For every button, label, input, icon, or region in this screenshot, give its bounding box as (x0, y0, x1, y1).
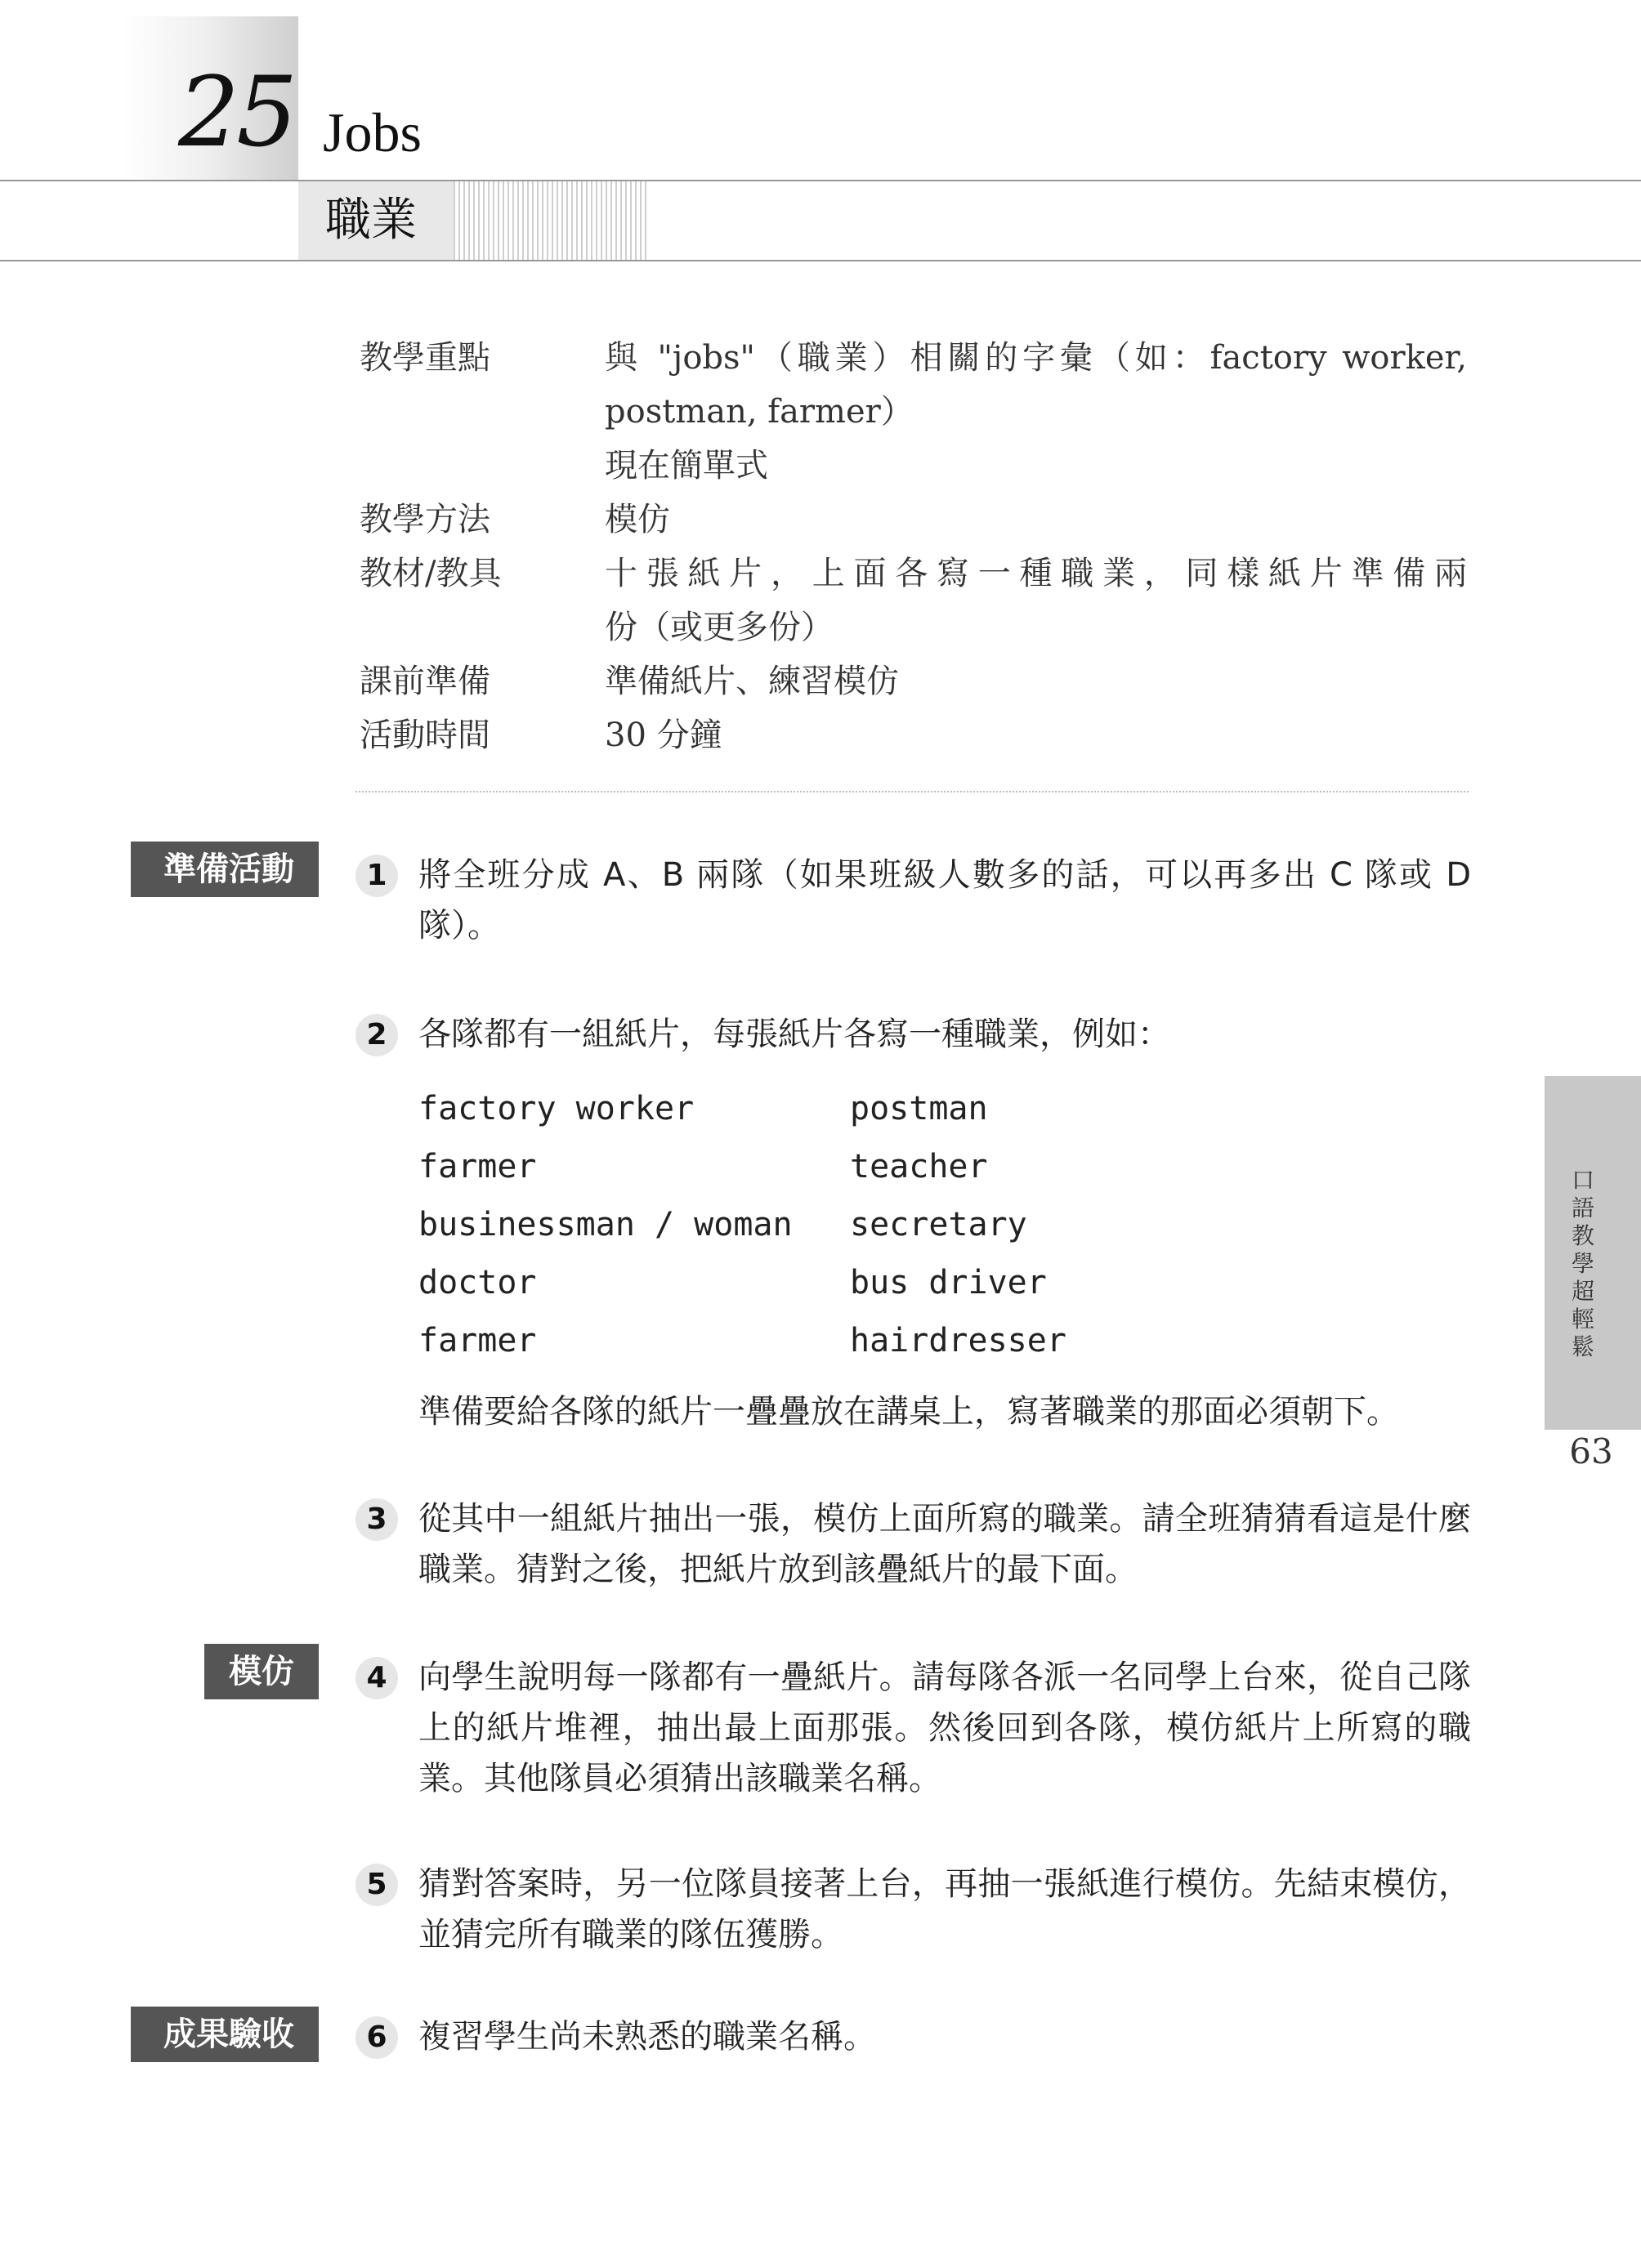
info-line: 模仿 (605, 501, 670, 538)
info-value (605, 547, 1467, 654)
job-word: farmer (418, 1148, 537, 1185)
step-text: 猜對答案時，另一位隊員接著上台，再抽一張紙進行模仿。先結束模仿，並猜完所有職業的隊伍獲勝。 (418, 1865, 1471, 1953)
info-value (605, 654, 1467, 708)
step-item (355, 850, 1471, 951)
section-label-result: 成果驗收 (131, 2007, 319, 2062)
info-value (605, 331, 1467, 493)
info-value (605, 708, 1467, 762)
step-text: 向學生說明每一隊都有一疊紙片。請每隊各派一名同學上台來，從自己隊上的紙片堆裡，抽出最上面那張。然後回到各隊，模仿紙片上所寫的職業。其他隊員必須猜出該職業名稱。 (418, 1659, 1471, 1797)
info-value (605, 493, 1467, 547)
side-tab-char: 學 (1571, 1250, 1594, 1277)
step-note: 準備要給各隊的紙片一疊疊放在講桌上，寫著職業的那面必須朝下。 (418, 1393, 1399, 1431)
step-item (355, 2011, 1471, 2062)
step-item (355, 1009, 1471, 1060)
step-number: 2 (355, 1014, 398, 1056)
info-row (360, 654, 1467, 708)
info-line: 份（或更多份） (605, 609, 834, 646)
page-number: 63 (1569, 1431, 1613, 1471)
step-number: 3 (355, 1498, 398, 1541)
page-title-chinese: 職業 (325, 194, 417, 247)
job-word: farmer (418, 1322, 537, 1359)
info-line: 十張紙片，上面各寫一種職業，同樣紙片準備兩 (605, 555, 1467, 592)
step-text: 將全班分成 A、B 兩隊（如果班級人數多的話，可以再多出 C 隊或 D 隊）。 (418, 856, 1471, 944)
page-title-english: Jobs (323, 101, 422, 163)
side-tab-char: 口 (1571, 1167, 1594, 1194)
info-row (360, 708, 1467, 762)
job-word: hairdresser (850, 1322, 1066, 1359)
info-line: postman, farmer） (605, 393, 914, 431)
step-item (355, 1652, 1471, 1804)
section-label-prep: 準備活動 (131, 842, 319, 897)
step-item (355, 1859, 1471, 1960)
step-number: 5 (355, 1864, 398, 1906)
section-label-imitate: 模仿 (204, 1644, 319, 1699)
job-word: businessman / woman (418, 1206, 793, 1243)
info-label: 教材/教具 (360, 555, 502, 592)
lesson-info-table (360, 331, 1467, 762)
info-label: 課前準備 (360, 663, 490, 700)
info-line: 現在簡單式 (605, 447, 768, 484)
step-text: 複習學生尚未熟悉的職業名稱。 (418, 2018, 876, 2056)
job-word: doctor (418, 1264, 537, 1301)
side-tab-char: 語 (1571, 1194, 1594, 1221)
step-text: 各隊都有一組紙片，每張紙片各寫一種職業，例如： (418, 1016, 1170, 1053)
job-word: factory worker (418, 1090, 695, 1127)
job-word: secretary (850, 1206, 1027, 1243)
step-number: 6 (355, 2016, 398, 2059)
info-row (360, 547, 1467, 654)
info-row (360, 331, 1467, 493)
info-label: 教學重點 (360, 339, 490, 377)
header-rule-top (0, 180, 1641, 181)
info-label: 活動時間 (360, 717, 490, 754)
step-text: 從其中一組紙片抽出一張，模仿上面所寫的職業。請全班猜猜看這是什麼職業。猜對之後，把紙片放到該疊紙片的最下面。 (418, 1500, 1471, 1588)
side-tab-char: 超 (1571, 1278, 1594, 1305)
job-word: teacher (850, 1148, 988, 1185)
job-word-row (418, 1138, 1154, 1196)
side-tab-char: 輕 (1571, 1306, 1594, 1333)
section-divider (355, 791, 1469, 792)
job-word-list (418, 1080, 1154, 1370)
info-label: 教學方法 (360, 501, 490, 538)
job-word-row (418, 1254, 1154, 1312)
side-tab-char: 鬆 (1571, 1333, 1594, 1360)
step-item (355, 1493, 1471, 1595)
job-word-row (418, 1080, 1154, 1138)
info-row (360, 493, 1467, 547)
side-tab-char: 教 (1571, 1222, 1594, 1249)
job-word-row (418, 1196, 1154, 1254)
info-line: 30 分鐘 (605, 717, 722, 754)
step-number: 1 (355, 855, 398, 897)
job-word: bus driver (850, 1264, 1047, 1301)
info-line: 準備紙片、練習模仿 (605, 663, 899, 700)
side-tab-label (1565, 1167, 1601, 1361)
job-word-row (418, 1312, 1154, 1370)
job-word: postman (850, 1090, 988, 1127)
step-number: 4 (355, 1657, 398, 1699)
unit-number: 25 (178, 56, 295, 168)
header-rule-bottom (0, 260, 1641, 261)
info-line: 與 "jobs"（職業）相關的字彙（如：factory worker, (605, 339, 1467, 377)
